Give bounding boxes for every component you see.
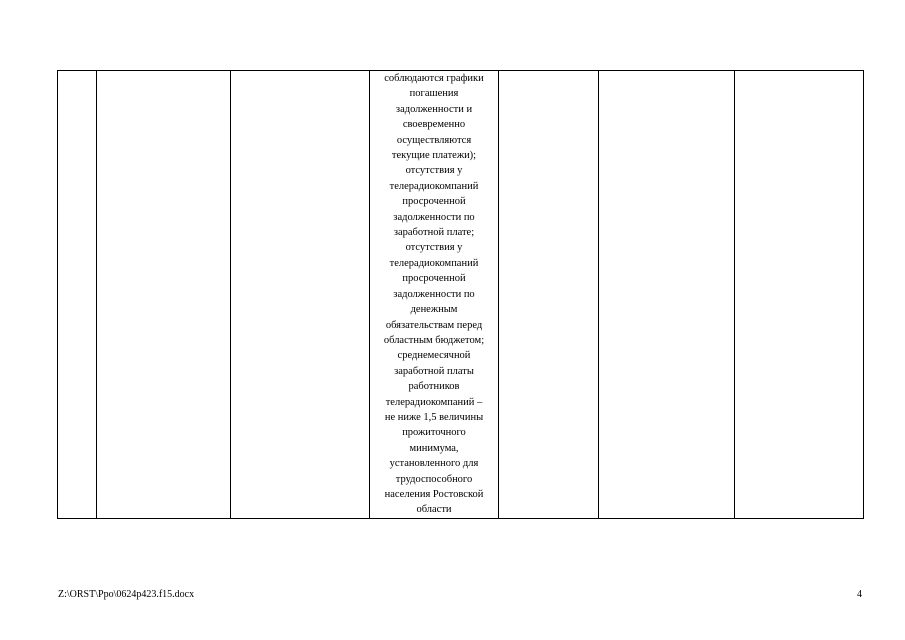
cell-text-line: населения Ростовской (384, 488, 484, 500)
cell-text-line: установленного для (389, 458, 479, 470)
footer-page-number: 4 (857, 589, 862, 600)
cell-text-line: соблюдаются графики (384, 73, 484, 84)
table-row (58, 71, 864, 519)
footer-file-path: Z:\ORST\Ppo\0624p423.f15.docx (58, 589, 195, 600)
cell-text-line: денежным (410, 304, 458, 316)
cell-text-line: заработной плате; (393, 227, 475, 239)
table-cell-column-7 (735, 71, 864, 519)
cell-text-line: не ниже 1,5 величины (384, 411, 484, 423)
cell-text-line: задолженности и (395, 103, 473, 115)
cell-text-line: своевременно (402, 119, 466, 131)
cell-text-line: отсутствия у (405, 165, 463, 177)
table-cell-column-2 (97, 71, 231, 519)
cell-text-line: заработной платы (394, 365, 474, 377)
table-cell-column-3 (231, 71, 370, 519)
table-cell-column-5 (499, 71, 599, 519)
cell-text-line: областным бюджетом; (383, 334, 485, 346)
cell-text-line: работников (408, 381, 460, 393)
cell-text-line: телерадиокомпаний – (385, 396, 483, 408)
cell-text-line: прожиточного (402, 427, 466, 439)
cell-text-line: осуществляются (396, 134, 472, 146)
cell-text-line: задолженности по (393, 288, 475, 300)
document-table (57, 70, 864, 519)
cell-text-line: просроченной (402, 273, 466, 285)
table-cell-column-6 (599, 71, 735, 519)
cell-text-line: трудоспособного (395, 473, 473, 485)
cell-text-line: телерадиокомпаний (389, 257, 479, 269)
table-cell-criteria (370, 71, 499, 519)
cell-text-line: задолженности по (393, 211, 475, 223)
cell-text-line: обязательствам перед (385, 319, 483, 331)
cell-text-line: минимума, (409, 442, 459, 454)
cell-text-line: отсутствия у (405, 242, 463, 254)
cell-text-line: среднемесячной (397, 350, 471, 362)
cell-text-line: просроченной (402, 196, 466, 208)
cell-text-line: области (416, 504, 452, 516)
cell-text-line: погашения (409, 88, 459, 100)
cell-text-line: телерадиокомпаний (389, 180, 479, 192)
table-cell-number (58, 71, 97, 519)
cell-text-line: текущие платежи); (391, 150, 477, 162)
